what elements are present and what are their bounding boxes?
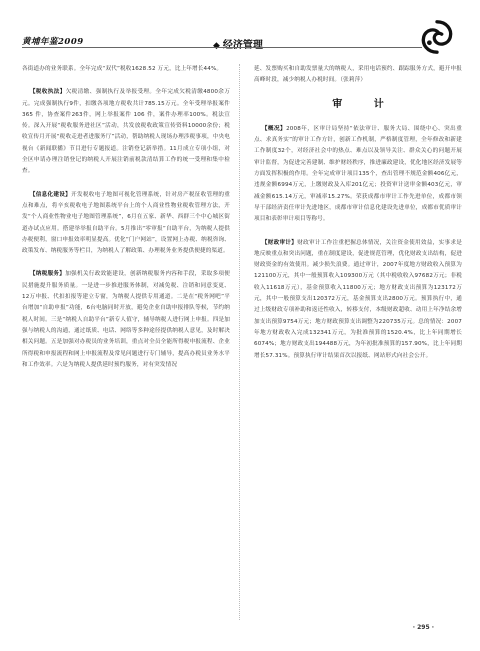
paragraph-tag: 【财政审计】: [261, 239, 298, 246]
paragraph-tax-service: 【纳税服务】加强机关行政效能建设，创新纳税服务内容和手段，采取多项便民措施提升服务质量。一是进一步推进服务体制，对减免税、注销和同意变更、12万申报、代扣扣报等建立专窗，为纳税人提供专用通道。二是在“税务网吧”平台增加“自助申报”功能，6台电脑同时开放，避免企业自助申报排队等候，节约纳税人时间。三是“纳税人自助平台”新专人值守，辅导纳税人进行网上申报。四是加强与纳税人的沟通，通过纸质、电话、网络等多种途径提供纳税人意见，及时解决相关问题。五是加强对办税员的业务培训，重点对全员全能所得税申报流程、企业所得税和申报流程和网上申报流程及常见问题进行专门辅导，提高办税员业务水平和工作效率。六是为纳税人提供延时预约服务，对有突发情况: [22, 271, 231, 368]
paragraph-tax-collection: 各街道办的业务联系。全年完成“双代”税收1628.52 万元，比上年增长44%。: [22, 66, 223, 72]
audit-section-title: 审 计: [332, 98, 398, 110]
left-column: [22, 64, 230, 383]
paragraph-tag: 【概况】: [261, 125, 287, 132]
paragraph-continued: 延、发票购买和自助发票量大的纳税人，采用电话预约、跟踪服务方式，避开申报高峰时段，减少纳税人办税时间。（张莉萍）: [254, 66, 462, 84]
section-header: [210, 36, 263, 51]
paragraph-tag: 【纳税服务】: [29, 271, 66, 278]
page-number: · 295 ·: [412, 624, 434, 631]
yearbook-title: 黄埔年鉴2009: [22, 37, 84, 47]
swirl-logo-icon: [418, 18, 456, 56]
paragraph-fiscal-audit: 【财政审计】财政审计工作注重把握总体情况，关注资金使用效益，实事求是地反映重点和突出问题，重在制度建设，促进规范管理，优化财政支出结构，促进财政资金的有效使用。减少损失浪费。通过审计，2007年度地方财政收入预算为121100万元，其中一般预算收入109300万元（其中税收收入97682万元；非税收入11618万元），基金预算收入11800万元；地方财政支出预算为123172万元，其中一般预算支出120372万元，基金预算支出2800万元。预算执行中，通过上级财政专项补助和返还性收入，转移支付，本级财政超收、动用上年净结余增加支出预算9754万元；地方财政预算支出调整为220735万元。总的情况：2007年地方财政收入完成132341万元，为批准预算的1520.4%，比上年同期增长6074%；地方财政支出194488万元，为年初批准预算的157.90%，比上年同期增长57.31%。预算执行审计结果首次以报纸、网站形式向社会公开。: [254, 239, 463, 359]
right-column: [254, 64, 462, 374]
section-header-label: 经济管理: [222, 40, 263, 51]
paragraph-it-construction: 【信息化建设】开发税收电子地图可视化管理系统，针对房产税征收管理的重点和难点，将辛亥税收电子地图系统平台上的个人商业性物业税收管理方法，开发“个人商业性物业电子地图管理系统”，6月在五家、新华、西群三个中心城区街道办试点应用。搭建举举报自助平台。5月推出“零审报”自助平台，为纳税人提供办税便利，窗口申报效率明显提高。优化“门户网站”，设置网上办税、纳税咨询、政策发布、纳税服务等栏目，为纳税人了解政策、办理税务业务提供便捷的渠道。: [22, 191, 230, 255]
header-rule: [22, 47, 422, 48]
page-header: [0, 0, 480, 62]
diamond-icon: ◆: [213, 41, 220, 51]
column-divider: [239, 64, 240, 620]
paragraph-tax-enforcement: 【税收执法】欠税清缴、强制执行及举报受理。全年完成欠税清缴4800余万元。完成强制执行9件，扣缴各项地方税收共计785.15万元。全年受理举报案件365 件，协查案件263件，网上举报案件 106 件，案件办理率100%。税法宣传。深入开展“税收服务进社区”活动，共发放税收政策宣传资料10000余份；税收宣传月开展“税收走进者进服务厅”活动，帮助纳税人现场办理涉税事项，中央电视台《新闻联播》节目进行专题报道。注销登记新举措。11月成立专项小组，对全区申请办理注销登记的纳税人开展注销前税款清结算工作的统一受理和集中检查。: [22, 89, 230, 175]
paragraph-audit-overview: 【概况】2008年，区审计局坚持“依法审计、服务大局、围绕中心、突出重点、求真务实”的审计工作方针，创新工作机制，严格制度管理，全年修改和新建工作制度32个，对经济社会中的热点、难点以及领导关注、群众关心的问题开展审计监督，为促进完善建制、维护财经秩序，推进廉政建设，优化地区经济发展等方面发挥积极的作用。全年完成审计项目135个，查出管理不规范金额406亿元，违规金额6994万元，上缴财政及入库201亿元；投资审计送审金额403亿元，审减金额615.14万元，审减率15.27%。荣获成都市审计工作先进单位，成都市领导干部经济责任审计先进地区，成都市审计信息化建设先进单位，成都市优质审计项目和表彰审计项目等称号。: [254, 125, 462, 223]
paragraph-tag: 【税收执法】: [29, 89, 66, 96]
paragraph-tag: 【信息化建设】: [29, 191, 72, 198]
